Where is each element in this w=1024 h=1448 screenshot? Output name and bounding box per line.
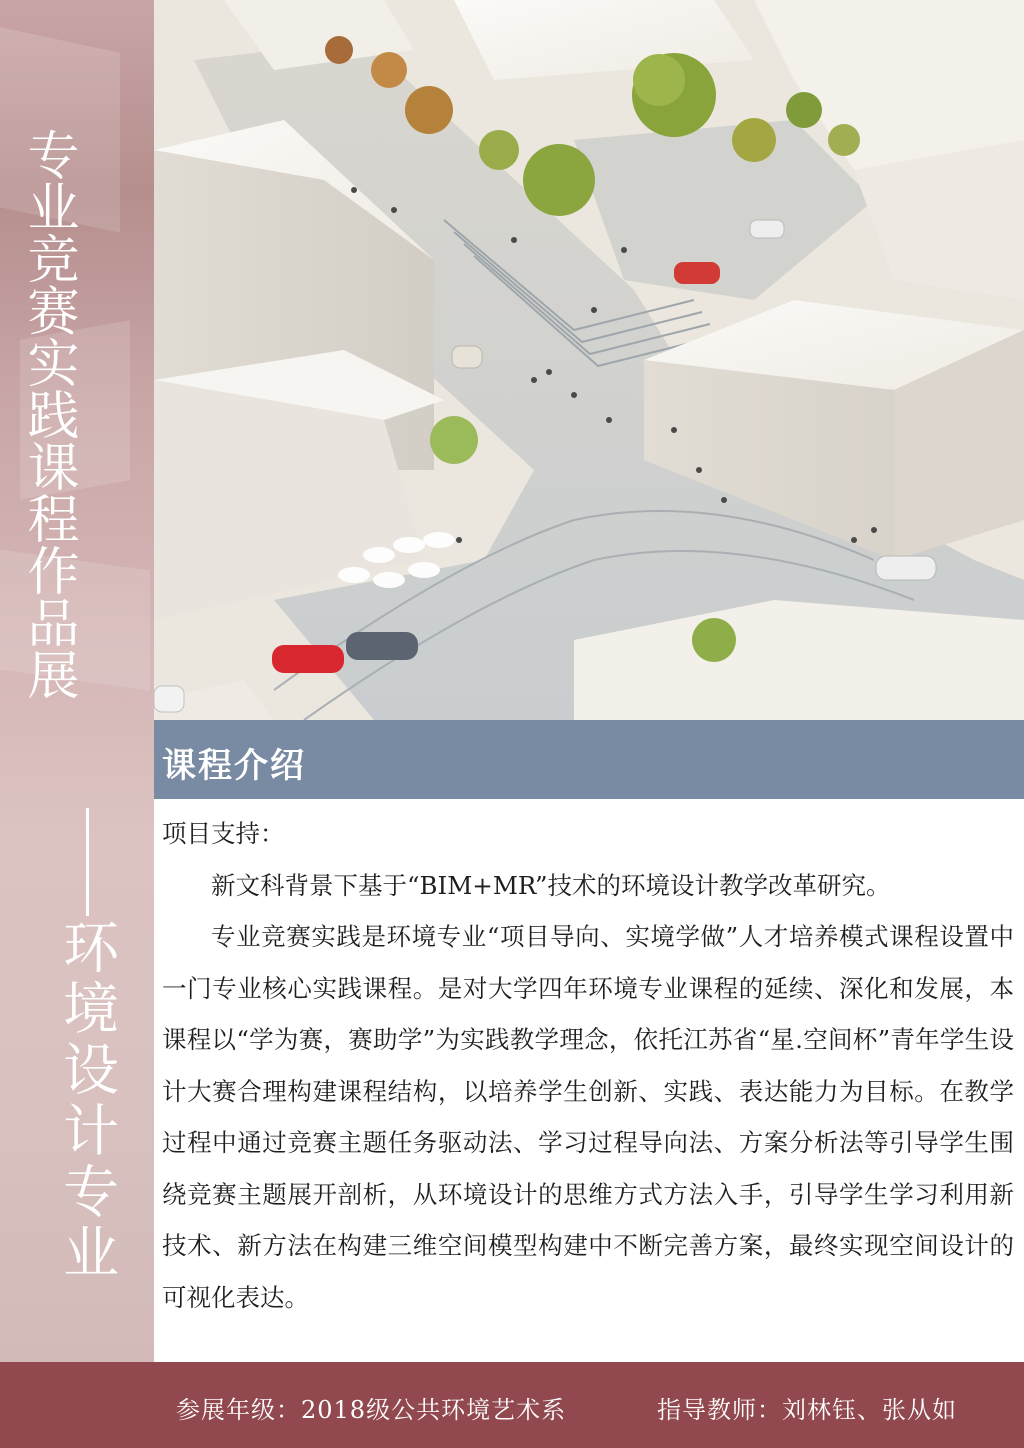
supervising-teachers: 指导教师：刘林钰、张从如 [657,1396,957,1424]
aerial-plaza-illustration [154,0,1024,720]
banner-subtitle: 环境设计专业 [54,918,119,1284]
vertical-banner [0,0,154,1362]
course-description: 专业竞赛实践是环境专业“项目导向、实境学做”人才培养模式课程设置中一门专业核心实践课程。是对大学四年环境专业课程的延续、深化和发展，本课程以“学为赛，赛助学”为实践教学理念，依托江苏省“星.空间杯”青年学生设计大赛合理构建课程结构，以培养学生创新、实践、表达能力为目标。在教学过程中通过竞赛主题任务驱动法、学习过程导向法、方案分析法等引导学生围绕竞赛主题展开剖析，从环境设计的思维方式方法入手，引导学生学习利用新技术、新方法在构建三维空间模型构建中不断完善方案，最终实现空间设计的可视化表达。 [162,922,1014,1312]
support-project: 新文科背景下基于“BIM+MR”技术的环境设计教学改革研究。 [211,870,891,900]
section-header-bar [154,720,1024,799]
footer-bar [0,1362,1024,1448]
banner-dash-divider [86,808,89,916]
intro-body [162,808,1014,1323]
section-title: 课程介绍 [162,746,306,786]
hero-image [154,0,1024,720]
banner-title: 专业竞赛实践课程作品展 [18,128,78,700]
exhibition-grade: 参展年级：2018级公共环境艺术系 [176,1396,567,1424]
support-label: 项目支持： [162,819,285,848]
